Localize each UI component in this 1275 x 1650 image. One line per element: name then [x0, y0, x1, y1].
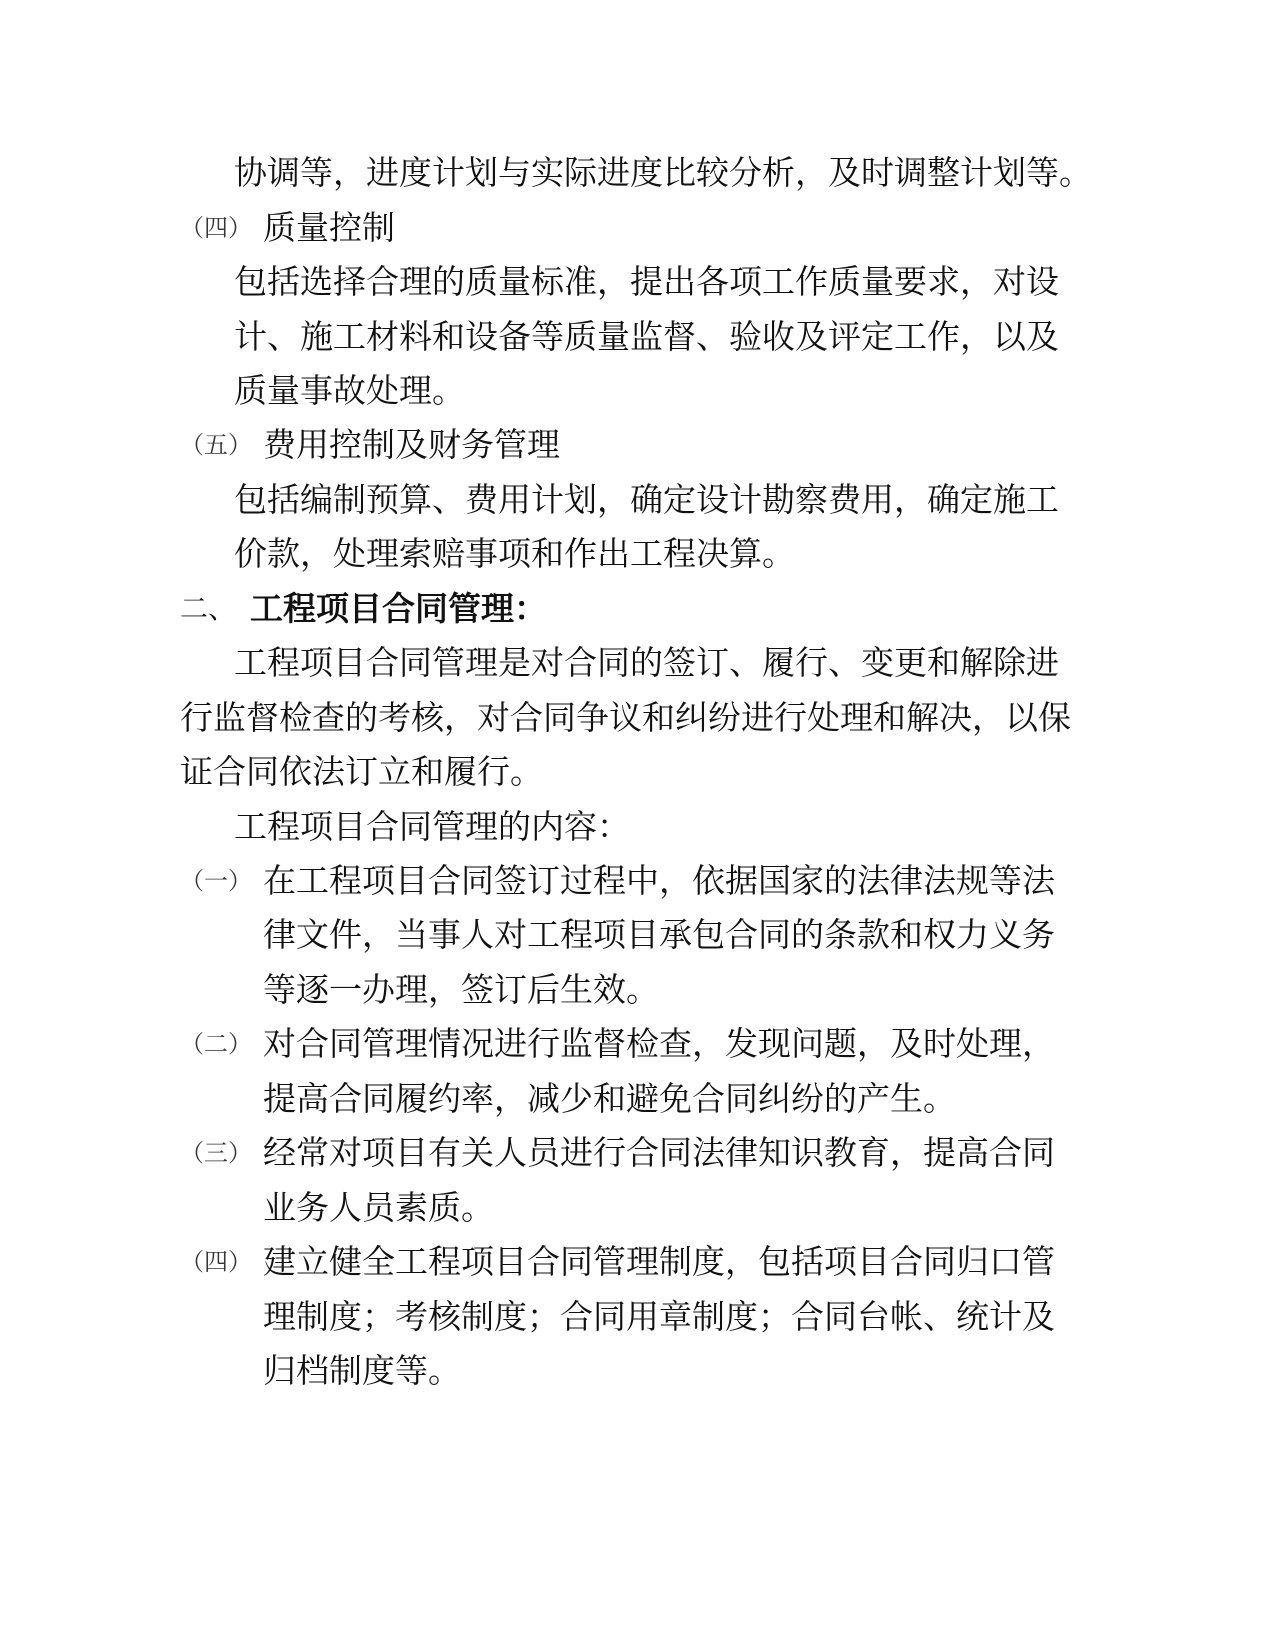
list-marker: （五） [180, 431, 252, 459]
paragraph-line: 价款，处理索赔事项和作出工程决算。 [234, 534, 795, 573]
paragraph-line: 包括选择合理的质量标准，提出各项工作质量要求，对设 [234, 262, 1059, 301]
paragraph-line: 包括编制预算、费用计划，确定设计勘察费用，确定施工 [234, 480, 1059, 519]
list-item-line: 对合同管理情况进行监督检查，发现问题，及时处理， [263, 1024, 1055, 1063]
paragraph-line: 工程项目合同管理是对合同的签订、履行、变更和解除进 [234, 643, 1059, 682]
list-marker: （四） [180, 1248, 252, 1276]
section-number: 二、 [180, 592, 237, 625]
list-item-line: 经常对项目有关人员进行合同法律知识教育，提高合同 [263, 1133, 1055, 1172]
list-item-line: 等逐一办理，签订后生效。 [263, 970, 659, 1009]
list-marker: （四） [180, 214, 252, 242]
list-marker: （三） [180, 1139, 252, 1167]
paragraph-line: 协调等，进度计划与实际进度比较分析，及时调整计划等。 [234, 153, 1092, 192]
paragraph-line: 行监督检查的考核，对合同争议和纠纷进行处理和解决，以保 [180, 698, 1071, 737]
subheading-cost-control: 费用控制及财务管理 [263, 425, 560, 464]
section-heading-contract-management: 工程项目合同管理： [250, 589, 547, 628]
paragraph-line: 工程项目合同管理的内容： [234, 807, 630, 846]
list-marker: （一） [180, 867, 252, 895]
list-marker: （二） [180, 1030, 252, 1058]
subheading-quality-control: 质量控制 [263, 208, 395, 247]
list-item-line: 业务人员素质。 [263, 1188, 494, 1227]
list-item-line: 理制度；考核制度；合同用章制度；合同台帐、统计及 [263, 1297, 1055, 1336]
list-item-line: 建立健全工程项目合同管理制度，包括项目合同归口管 [263, 1242, 1055, 1281]
list-item-line: 归档制度等。 [263, 1351, 461, 1390]
list-item-line: 律文件，当事人对工程项目承包合同的条款和权力义务 [263, 915, 1055, 954]
paragraph-line: 计、施工材料和设备等质量监督、验收及评定工作，以及 [234, 317, 1059, 356]
paragraph-line: 质量事故处理。 [234, 371, 465, 410]
list-item-line: 在工程项目合同签订过程中，依据国家的法律法规等法 [263, 861, 1055, 900]
list-item-line: 提高合同履约率，减少和避免合同纠纷的产生。 [263, 1079, 956, 1118]
paragraph-line: 证合同依法订立和履行。 [180, 752, 543, 791]
